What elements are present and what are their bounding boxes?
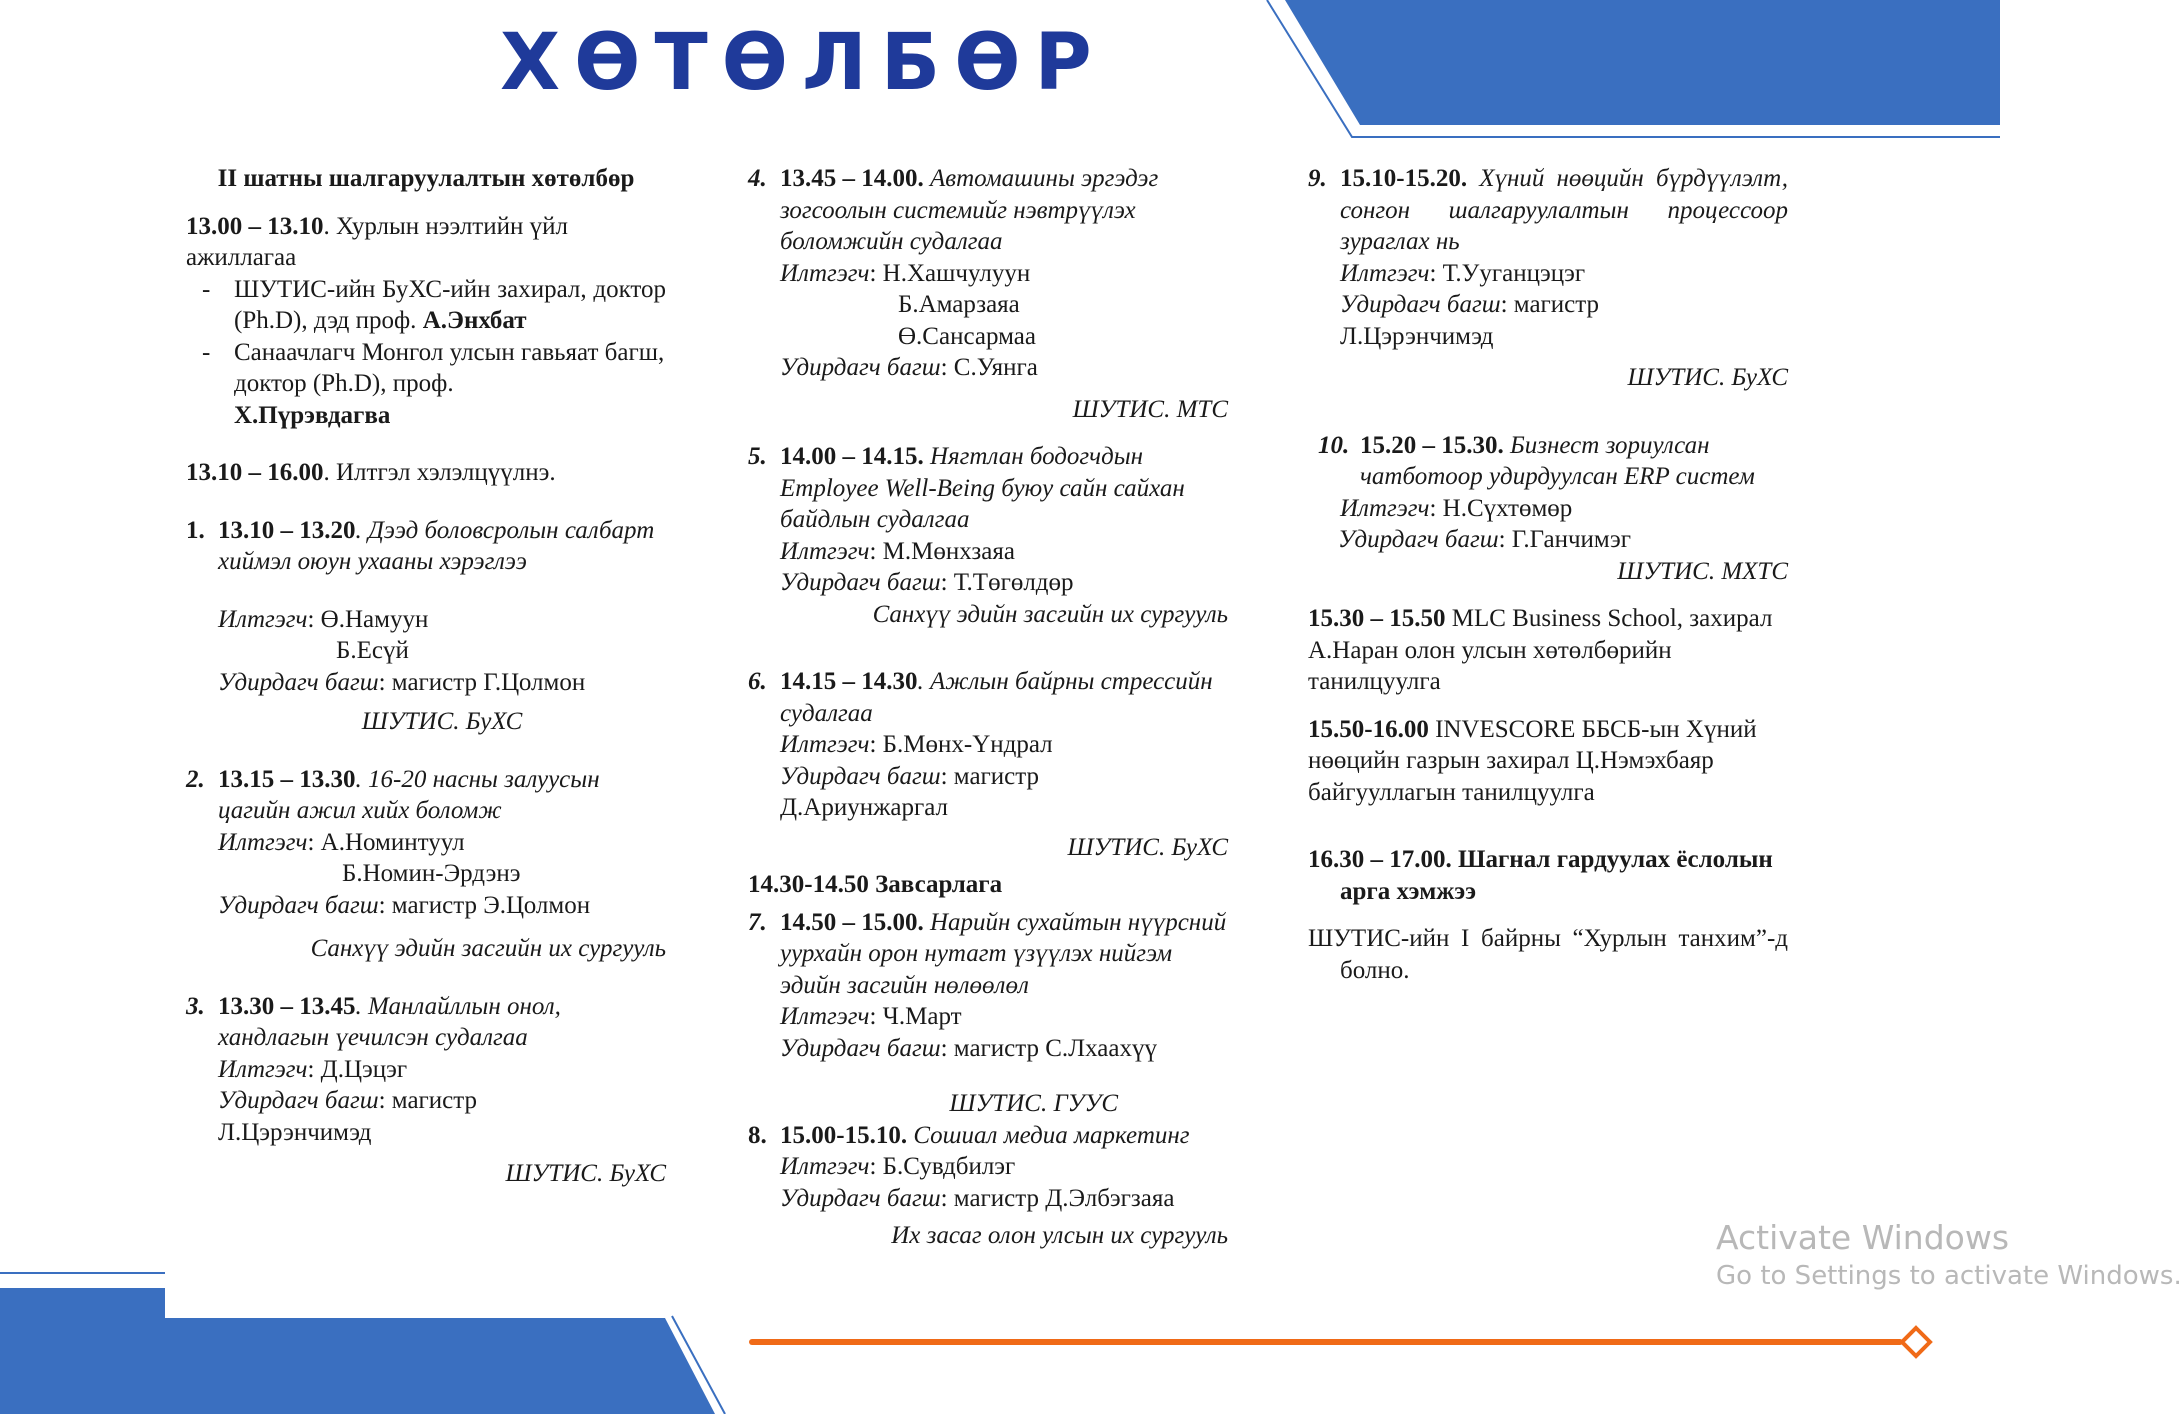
item-time: 14.00 – 14.15. [780, 443, 924, 470]
supervisor-label: Удирдагч багш [780, 569, 941, 596]
award-time: 16.30 – 17.00. [1308, 846, 1452, 873]
item-title: Автомашины эргэдэг зогсоолын системийг нэвтрүүлэх боломжийн судалгаа [780, 165, 1159, 255]
mlc-time: 15.30 – 15.50 [1308, 605, 1446, 632]
presenter-label: Илтгэгч [218, 1055, 308, 1083]
opening-entry [186, 211, 666, 274]
item-number: 3. [186, 992, 205, 1020]
program-heading: II шатны шалгаруулалтын хөтөлбөр [217, 165, 635, 192]
award-entry [1308, 844, 1788, 907]
item-number: 7. [748, 908, 767, 936]
invescore-entry [1308, 714, 1788, 809]
supervisor-name: : магистр Д.Элбэгзаяа [940, 1184, 1175, 1212]
item-title: Нягтлан бодогчдын Employee Well-Being буюу сайн сайхан байдлын судалгаа [780, 443, 1185, 533]
supervisor-name: : С.Уянга [940, 354, 1038, 381]
item-number: 8. [748, 1121, 767, 1149]
presenter-name: : Б.Мөнх-Үндрал [869, 731, 1053, 758]
item-time: 14.15 – 14.30 [780, 668, 918, 695]
item-time: 13.10 – 13.20 [218, 516, 356, 544]
item-time: 13.45 – 14.00. [780, 165, 924, 192]
schedule-item-8 [748, 1120, 1228, 1252]
item-time: 13.15 – 13.30 [218, 765, 356, 793]
item-time: 15.20 – 15.30. [1360, 431, 1504, 459]
organization: ШУТИС. БуХС [1627, 364, 1788, 391]
supervisor-label: Удирдагч багш [780, 354, 941, 381]
schedule-item-4 [748, 163, 1228, 425]
supervisor-name-2: Л.Цэрэнчимэд [218, 1118, 372, 1146]
presenter-name-2: Б.Есүй [336, 637, 409, 664]
opening-text: . Хурлын нээлтийн үйл ажиллагаа [186, 212, 568, 271]
break-entry: 14.30-14.50 Завсарлага [748, 871, 1003, 898]
organization: Их засаг олон улсын их сургууль [891, 1222, 1228, 1249]
item-number: 5. [748, 443, 767, 470]
invescore-time: 15.50-16.00 [1308, 715, 1429, 743]
schedule-item-9 [1308, 163, 1788, 394]
bullet-dash: - [202, 338, 211, 366]
item-number: 4. [748, 165, 767, 192]
organization: Санхүү эдийн засгийн их сургууль [310, 935, 666, 962]
item-number: 10. [1318, 431, 1350, 459]
schedule-column-1 [186, 163, 666, 1190]
presenter-name: : М.Мөнхзаяа [869, 537, 1015, 565]
speaker-1-text: ШУТИС-ийн БуХС-ийн захирал, доктор (Ph.D), дэд проф. [234, 275, 666, 334]
session-entry [186, 457, 666, 489]
item-title: Бизнест зориулсан чатботоор удирдуулсан ERP систем [1360, 431, 1755, 490]
presenter-label: Илтгэгч [780, 1153, 870, 1180]
supervisor-label: Удирдагч багш [780, 1034, 941, 1062]
speaker-2-text: Санаачлагч Монгол улсын гавьяат багш, доктор (Ph.D), проф. [234, 338, 665, 397]
supervisor-label: Удирдагч багш [780, 762, 941, 790]
item-time: 15.00-15.10. [780, 1121, 908, 1149]
presenter-name: : А.Номинтуул [307, 828, 465, 856]
speaker-1-name: А.Энхбат [422, 307, 527, 334]
opening-time: 13.00 – 13.10 [186, 212, 324, 240]
item-title: Сошиал медиа маркетинг [907, 1121, 1190, 1149]
supervisor-name: : магистр С.Лхаахүү [940, 1034, 1157, 1062]
item-number: 6. [748, 668, 767, 695]
presenter-name: : Ө.Намуун [307, 605, 429, 633]
schedule-item-10 [1308, 430, 1788, 588]
item-number: 1. [186, 516, 205, 544]
schedule-item-7 [748, 907, 1228, 1120]
speaker-2-name: Х.Пүрэвдагва [234, 401, 391, 429]
item-title: . Дээд боловсролын салбарт хиймэл оюун ухааны хэрэглээ [218, 516, 655, 575]
presenter-label: Илтгэгч [218, 605, 308, 633]
item-title: Хүний нөөцийн бүрдүүлэлт, сонгон шалгаруулалтын процессоор зураглах нь [1340, 165, 1788, 255]
presenter-label: Илтгэгч [780, 259, 870, 287]
supervisor-name: : Г.Ганчимэг [1498, 526, 1632, 553]
item-time: 15.10-15.20. [1340, 165, 1468, 192]
presenter-label: Илтгэгч [780, 537, 870, 565]
item-number: 2. [186, 765, 205, 793]
schedule-item-6 [748, 666, 1228, 863]
session-text: . Илтгэл хэлэлцүүлнэ. [323, 459, 556, 486]
watermark-line-2: Go to Settings to activate Windows. [1716, 1261, 2182, 1291]
opening-speaker-1 [186, 274, 666, 337]
bottom-left-blue-band [0, 1288, 715, 1414]
organization: Санхүү эдийн засгийн их сургууль [872, 600, 1228, 628]
activate-windows-watermark [1716, 1218, 2182, 1294]
presenter-name-2: Б.Номин-Эрдэнэ [342, 860, 521, 887]
supervisor-name: : магистр Г.Цолмон [378, 668, 586, 696]
item-title: . Ажлын байрны стрессийн судалгаа [780, 668, 1213, 727]
supervisor-label: Удирдагч багш [218, 891, 379, 919]
opening-speaker-2 [186, 337, 666, 432]
presenter-name: : Н.Сүхтөмөр [1429, 494, 1573, 522]
top-right-blue-band [1285, 0, 2000, 125]
venue-note: ШУТИС-ийн I байрны “Хурлын танхим”-д болно. [1308, 925, 1788, 984]
presenter-name-3: Ө.Сансармаа [898, 322, 1036, 350]
orange-diamond-icon [1902, 1328, 1930, 1356]
organization: ШУТИС. БуХС [505, 1160, 666, 1187]
presenter-name-2: Б.Амарзаяа [898, 291, 1020, 318]
item-time: 13.30 – 13.45 [218, 992, 356, 1020]
organization: ШУТИС. ГУУС [949, 1090, 1118, 1117]
supervisor-label: Удирдагч багш [780, 1184, 941, 1212]
bullet-dash: - [202, 275, 211, 303]
schedule-item-5 [748, 441, 1228, 630]
item-time: 14.50 – 15.00. [780, 908, 924, 936]
mlc-entry [1308, 603, 1788, 698]
supervisor-label: Удирдагч багш [218, 668, 379, 696]
item-title: . Манлайллын онол, хандлагын үечилсэн судалгаа [218, 992, 561, 1051]
schedule-item-3 [186, 991, 666, 1190]
schedule-item-1 [186, 515, 666, 738]
schedule-column-2 [748, 163, 1228, 1252]
award-text: Шагнал гардуулах ёслолын арга хэмжээ [1340, 846, 1773, 905]
presenter-name: : Д.Цэцэг [307, 1055, 408, 1083]
item-number: 9. [1308, 165, 1327, 192]
supervisor-name: : магистр [1500, 291, 1599, 318]
session-time: 13.10 – 16.00 [186, 459, 324, 486]
schedule-column-3 [1308, 163, 1788, 986]
organization: ШУТИС. БуХС [361, 708, 523, 735]
supervisor-name: : магистр Э.Цолмон [378, 891, 591, 919]
supervisor-label: Удирдагч багш [1340, 291, 1501, 318]
presenter-name: : Н.Хашчулуун [869, 259, 1031, 287]
invescore-text: INVESCORE ББСБ-ын Хүний нөөцийн газрын захирал Ц.Нэмэхбаяр байгууллагын танилцуулга [1308, 715, 1757, 806]
presenter-name: : Б.Сувдбилэг [869, 1153, 1016, 1180]
watermark-line-1: Activate Windows [1716, 1218, 2010, 1257]
presenter-label: Илтгэгч [780, 1003, 870, 1030]
presenter-label: Илтгэгч [218, 828, 308, 856]
supervisor-label: Удирдагч багш [1338, 526, 1499, 553]
schedule-item-2 [186, 764, 666, 965]
presenter-name: : Ч.Март [869, 1003, 962, 1030]
presenter-name: : Т.Ууганцэцэг [1429, 259, 1586, 287]
supervisor-label: Удирдагч багш [218, 1087, 379, 1114]
presenter-label: Илтгэгч [1340, 259, 1430, 287]
organization: ШУТИС. МТС [1072, 395, 1228, 423]
organization: ШУТИС. БуХС [1067, 833, 1228, 861]
supervisor-name-2: Л.Цэрэнчимэд [1340, 322, 1494, 350]
item-title: Нарийн сухайтын нүүрсний уурхайн орон нутагт үзүүлэх нийгэм эдийн засгийн нөлөөлөл [780, 908, 1227, 999]
presenter-label: Илтгэгч [780, 731, 870, 758]
mlc-text: MLC Business School, захирал А.Наран олон улсын хөтөлбөрийн танилцуулга [1308, 605, 1773, 695]
supervisor-name: : магистр [940, 762, 1039, 790]
supervisor-name-2: Д.Ариунжаргал [780, 794, 949, 821]
item-title: . 16-20 насны залуусын цагийн ажил хийх боломж [218, 765, 600, 824]
page-title: ХӨТӨЛБӨР [500, 18, 1106, 108]
presenter-label: Илтгэгч [1340, 494, 1430, 522]
supervisor-name: : Т.Төгөлдөр [940, 569, 1074, 596]
supervisor-name: : магистр [378, 1087, 477, 1114]
organization: ШУТИС. МХТС [1617, 557, 1788, 585]
